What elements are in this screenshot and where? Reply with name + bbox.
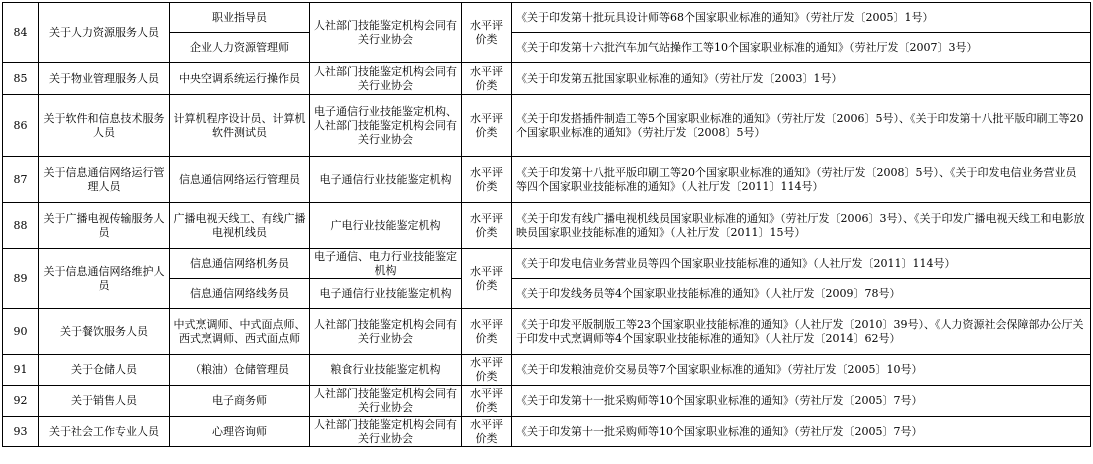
row-number: 92	[3, 386, 39, 417]
category-cell: 关于信息通信网络维护人员	[39, 249, 170, 309]
document-cell: 《关于印发搭插件制造工等5个国家职业标准的通知》（劳社厅发〔2006〕5号）、《关于印发第十八批平版印刷工等20个国家职业标准的通知》（劳社厅发〔2008〕5号）	[512, 95, 1091, 157]
occupation-standards-table	[2, 2, 1091, 447]
document-cell: 《关于印发粮油竞价交易员等7个国家职业标准的通知》（劳社厅发〔2005〕10号）	[512, 355, 1091, 386]
occupation-cell: 广播电视天线工、有线广播电视机线员	[170, 203, 310, 249]
occupation-cell: 计算机程序设计员、计算机软件测试员	[170, 95, 310, 157]
organization-cell: 电子通信行业技能鉴定机构、人社部门技能鉴定机构会同有关行业协会	[310, 95, 462, 157]
document-cell: 《关于印发第五批国家职业标准的通知》（劳社厅发〔2003〕1号）	[512, 63, 1091, 95]
occupation-cell: （粮油）仓储管理员	[170, 355, 310, 386]
table-row	[3, 417, 1091, 447]
type-cell: 水平评价类	[462, 249, 512, 309]
document-cell: 《关于印发第十一批采购师等10个国家职业标准的通知》（劳社厅发〔2005〕7号）	[512, 386, 1091, 417]
row-number: 91	[3, 355, 39, 386]
document-cell: 《关于印发线务员等4个国家职业技能标准的通知》（人社厅发〔2009〕78号）	[512, 279, 1091, 309]
type-cell: 水平评价类	[462, 355, 512, 386]
category-cell: 关于信息通信网络运行管理人员	[39, 157, 170, 203]
type-cell: 水平评价类	[462, 203, 512, 249]
document-cell: 《关于印发有线广播电视机线员国家职业标准的通知》（劳社厅发〔2006〕3号）、《关于印发广播电视天线工和电影放映员国家职业技能标准的通知》（人社厅发〔2011〕15号）	[512, 203, 1091, 249]
type-cell: 水平评价类	[462, 386, 512, 417]
category-cell: 关于销售人员	[39, 386, 170, 417]
type-cell: 水平评价类	[462, 417, 512, 447]
table-row	[3, 249, 1091, 279]
row-number: 88	[3, 203, 39, 249]
organization-cell: 人社部门技能鉴定机构会同有关行业协会	[310, 3, 462, 63]
occupation-cell: 企业人力资源管理师	[170, 33, 310, 63]
table-row	[3, 95, 1091, 157]
document-cell: 《关于印发平版制版工等23个国家职业技能标准的通知》（人社厅发〔2010〕39号）、《人力资源社会保障部办公厅关于印发中式烹调师等4个国家职业技能标准的通知》（人社厅发〔2014〕62号）	[512, 309, 1091, 355]
document-cell: 《关于印发第十八批平版印刷工等20个国家职业标准的通知》（劳社厅发〔2008〕5号）、《关于印发电信业务营业员等四个国家职业技能标准的通知》（人社厅发〔2011〕114号）	[512, 157, 1091, 203]
row-number: 84	[3, 3, 39, 63]
row-number: 93	[3, 417, 39, 447]
occupation-cell: 职业指导员	[170, 3, 310, 33]
category-cell: 关于餐饮服务人员	[39, 309, 170, 355]
category-cell: 关于仓储人员	[39, 355, 170, 386]
organization-cell: 电子通信行业技能鉴定机构	[310, 157, 462, 203]
table-row	[3, 309, 1091, 355]
occupation-cell: 信息通信网络线务员	[170, 279, 310, 309]
table-row	[3, 386, 1091, 417]
document-cell: 《关于印发电信业务营业员等四个国家职业技能标准的通知》（人社厅发〔2011〕114号）	[512, 249, 1091, 279]
type-cell: 水平评价类	[462, 309, 512, 355]
organization-cell: 广电行业技能鉴定机构	[310, 203, 462, 249]
table-row	[3, 3, 1091, 33]
occupation-cell: 心理咨询师	[170, 417, 310, 447]
category-cell: 关于人力资源服务人员	[39, 3, 170, 63]
table-row	[3, 355, 1091, 386]
category-cell: 关于广播电视传输服务人员	[39, 203, 170, 249]
type-cell: 水平评价类	[462, 95, 512, 157]
organization-cell: 人社部门技能鉴定机构会同有关行业协会	[310, 309, 462, 355]
row-number: 90	[3, 309, 39, 355]
type-cell: 水平评价类	[462, 157, 512, 203]
table-row	[3, 157, 1091, 203]
document-cell: 《关于印发第十一批采购师等10个国家职业标准的通知》（劳社厅发〔2005〕7号）	[512, 417, 1091, 447]
category-cell: 关于物业管理服务人员	[39, 63, 170, 95]
table-row	[3, 63, 1091, 95]
occupation-cell: 电子商务师	[170, 386, 310, 417]
table-row	[3, 203, 1091, 249]
occupation-cell: 中式烹调师、中式面点师、西式烹调师、西式面点师	[170, 309, 310, 355]
organization-cell: 电子通信行业技能鉴定机构	[310, 279, 462, 309]
type-cell: 水平评价类	[462, 3, 512, 63]
organization-cell: 人社部门技能鉴定机构会同有关行业协会	[310, 386, 462, 417]
row-number: 87	[3, 157, 39, 203]
occupation-cell: 中央空调系统运行操作员	[170, 63, 310, 95]
organization-cell: 人社部门技能鉴定机构会同有关行业协会	[310, 417, 462, 447]
document-cell: 《关于印发第十六批汽车加气站操作工等10个国家职业标准的通知》（劳社厅发〔2007〕3号）	[512, 33, 1091, 63]
category-cell: 关于社会工作专业人员	[39, 417, 170, 447]
row-number: 85	[3, 63, 39, 95]
type-cell: 水平评价类	[462, 63, 512, 95]
row-number: 89	[3, 249, 39, 309]
document-cell: 《关于印发第十批玩具设计师等68个国家职业标准的通知》（劳社厅发〔2005〕1号）	[512, 3, 1091, 33]
category-cell: 关于软件和信息技术服务人员	[39, 95, 170, 157]
occupation-cell: 信息通信网络运行管理员	[170, 157, 310, 203]
organization-cell: 人社部门技能鉴定机构会同有关行业协会	[310, 63, 462, 95]
row-number: 86	[3, 95, 39, 157]
organization-cell: 粮食行业技能鉴定机构	[310, 355, 462, 386]
occupation-cell: 信息通信网络机务员	[170, 249, 310, 279]
organization-cell: 电子通信、电力行业技能鉴定机构	[310, 249, 462, 279]
